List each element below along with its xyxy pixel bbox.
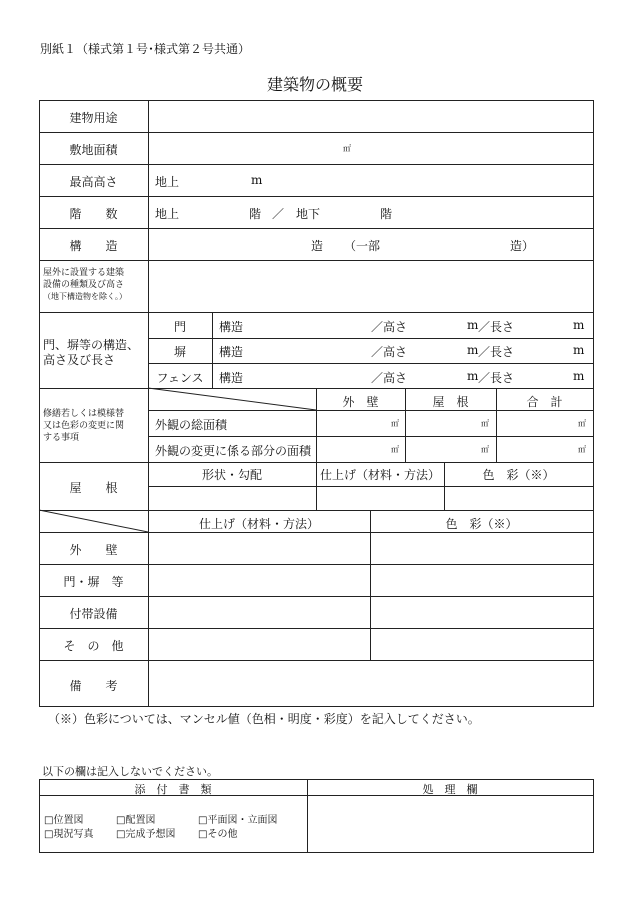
structure-part-end: 造） (510, 239, 535, 253)
gate-item-structure: 構造 (219, 371, 244, 385)
repair-unit: ㎡ (391, 419, 399, 428)
structure-suffix: 造 (311, 239, 324, 253)
label-equipment-3: （地下構造物を除く。） (43, 292, 127, 301)
structure-part: （一部 (344, 239, 381, 253)
checkbox-location-map[interactable]: □位置図 (44, 815, 84, 826)
label-roof: 屋 根 (69, 481, 118, 495)
finish-header-material: 仕上げ（材料・方法） (198, 517, 319, 531)
gate-item-m2: m (573, 318, 585, 332)
color-note: （※）色彩については、マンセル値（色相・明度・彩度）を記入してください。 (48, 712, 480, 726)
site-area-unit: ㎡ (343, 144, 351, 153)
gate-item-name: 塀 (173, 345, 186, 359)
label-structure: 構 造 (69, 239, 118, 253)
repair-unit: ㎡ (391, 445, 399, 454)
page-title: 建築物の概要 (266, 75, 363, 94)
gate-item-m2: m (573, 343, 585, 357)
gate-item-structure: 構造 (219, 345, 244, 359)
checkbox-floor-elevation[interactable]: □平面図・立面図 (198, 815, 278, 826)
floors-above: 地上 (155, 207, 180, 221)
gate-item-name: 門 (173, 320, 186, 334)
label-accessory-equipment: 付帯設備 (69, 607, 118, 621)
checkbox-other[interactable]: □その他 (198, 829, 238, 840)
repair-header-total: 合 計 (526, 395, 563, 409)
repair-header-wall: 外 壁 (342, 395, 379, 409)
label-equipment-2: 設備の種類及び高さ (43, 280, 125, 290)
floors-unit-below: 階 (380, 207, 393, 221)
label-gate-fence: 門・塀 等 (63, 575, 124, 589)
max-height-prefix: 地上 (155, 175, 180, 189)
gate-item-m1: m (467, 318, 479, 332)
gate-item-name: フェンス (156, 371, 204, 385)
processing-header: 処 理 欄 (422, 783, 478, 796)
label-repair-2: 又は色彩の変更に関 (43, 421, 125, 431)
gate-item-height: ／高さ (371, 320, 408, 334)
label-gate-2: 高さ及び長さ (43, 353, 116, 367)
label-other: そ の 他 (63, 639, 124, 653)
max-height-unit: m (251, 173, 263, 187)
gate-item-length: ／長さ (478, 345, 515, 359)
attached-docs-header: 添 付 書 類 (134, 783, 212, 796)
label-use: 建物用途 (69, 111, 118, 125)
checkbox-site-photo[interactable]: □現況写真 (44, 829, 94, 840)
roof-header-shape: 形状・勾配 (201, 468, 262, 482)
roof-header-color: 色 彩（※） (482, 468, 555, 482)
label-remarks: 備 考 (69, 679, 118, 693)
checkbox-layout-plan[interactable]: □配置図 (116, 815, 156, 826)
floors-unit-above: 階 (249, 207, 262, 221)
repair-unit: ㎡ (578, 445, 586, 454)
repair-row-label: 外観の変更に係る部分の面積 (155, 444, 312, 458)
attachment-label: 別紙１（様式第１号･様式第２号共通） (40, 42, 251, 56)
gate-item-height: ／高さ (371, 371, 408, 385)
label-max-height: 最高高さ (69, 175, 118, 189)
finish-header-color: 色 彩（※） (445, 517, 518, 531)
gate-item-length: ／長さ (478, 320, 515, 334)
gate-item-m1: m (467, 369, 479, 383)
label-exterior-wall: 外 壁 (69, 543, 118, 557)
repair-header-roof: 屋 根 (432, 395, 469, 409)
label-repair-3: する事項 (43, 433, 80, 443)
gate-item-height: ／高さ (371, 345, 408, 359)
repair-unit: ㎡ (578, 419, 586, 428)
label-equipment-1: 屋外に設置する建築 (43, 268, 125, 278)
floors-below: 地下 (296, 207, 321, 221)
label-site-area: 敷地面積 (69, 143, 118, 157)
repair-unit: ㎡ (481, 445, 489, 454)
label-repair-1: 修繕若しくは模様替 (43, 409, 125, 419)
floors-separator: ／ (272, 207, 285, 221)
repair-row-label: 外観の総面積 (155, 418, 228, 432)
gate-item-structure: 構造 (219, 320, 244, 334)
gate-item-m2: m (573, 369, 585, 383)
repair-unit: ㎡ (481, 419, 489, 428)
gate-item-m1: m (467, 343, 479, 357)
gate-item-length: ／長さ (478, 371, 515, 385)
roof-header-finish: 仕上げ（材料・方法） (319, 468, 440, 482)
checkbox-completion-image[interactable]: □完成予想図 (116, 829, 176, 840)
label-gate-1: 門、塀等の構造、 (43, 338, 140, 352)
label-floors: 階 数 (69, 207, 118, 221)
office-instruction: 以下の欄は記入しないでください。 (42, 765, 218, 778)
